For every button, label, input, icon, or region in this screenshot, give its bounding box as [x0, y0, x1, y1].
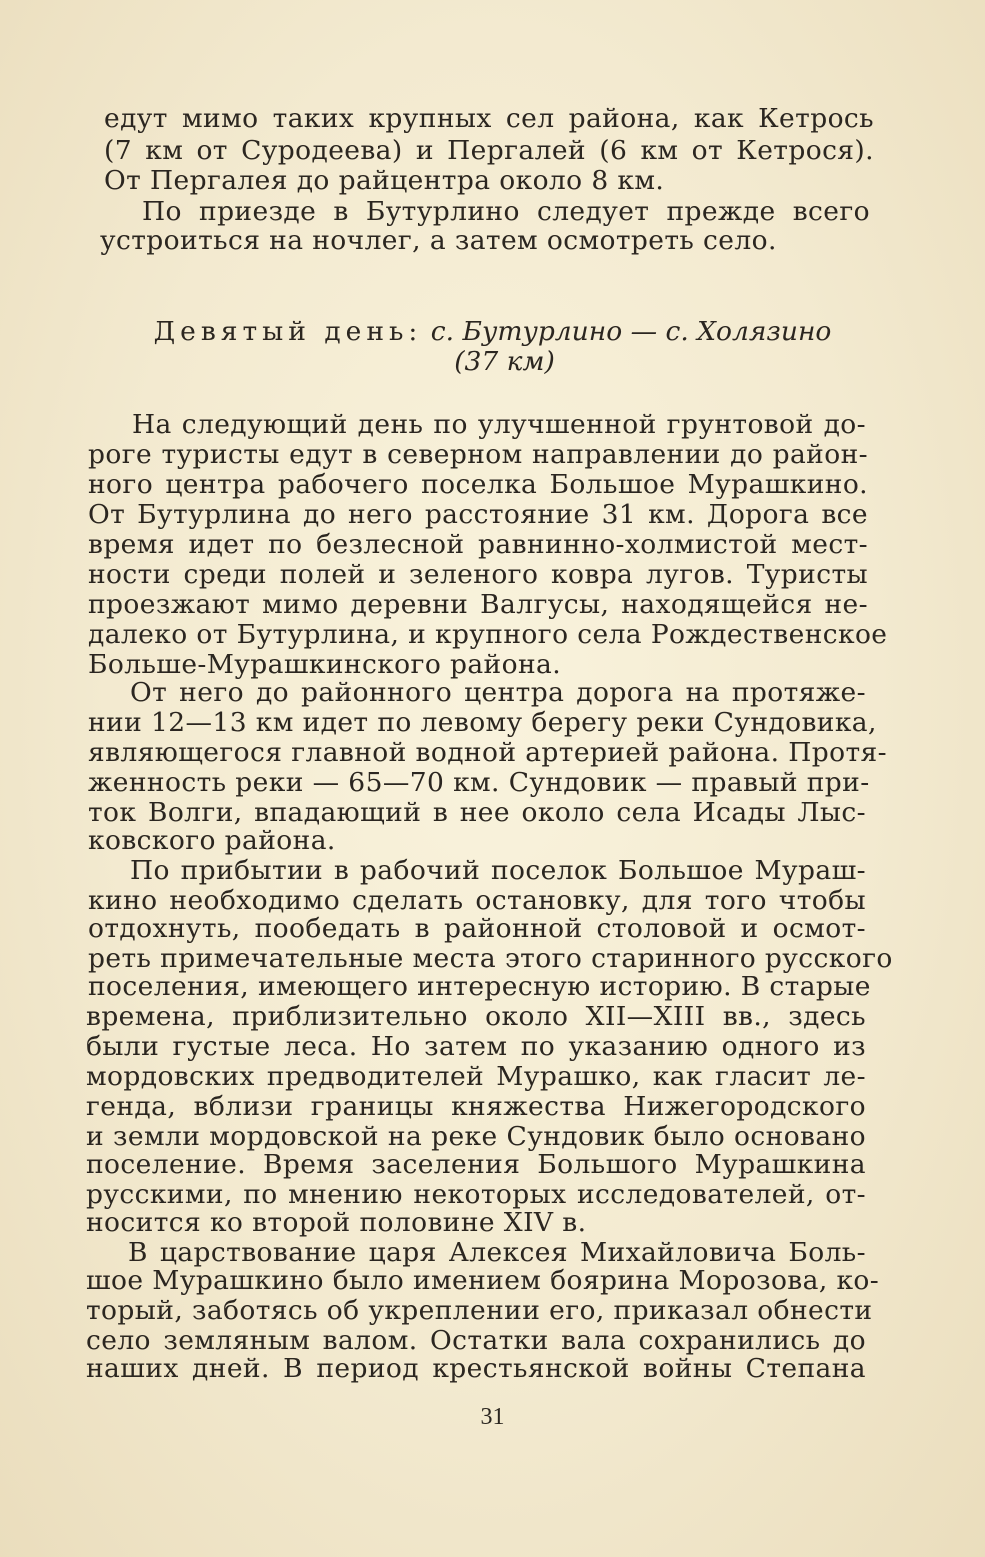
- body-line: женность реки — 65—70 км. Сундовик — правый при-: [88, 767, 870, 798]
- body-line: наших дней. В период крестьянской войны Степана: [86, 1353, 866, 1384]
- body-line: торый, заботясь об укреплении его, приказал обнести: [86, 1295, 873, 1326]
- body-line: ковского района.: [88, 825, 336, 856]
- body-line: были густые леса. Но затем по указанию одного из: [86, 1031, 866, 1062]
- body-line: село земляным валом. Остатки вала сохранились до: [86, 1325, 866, 1356]
- body-line: мордовских предводителей Мурашко, как гласит ле-: [86, 1061, 866, 1092]
- body-line: В царствование царя Алексея Михайловича Боль-: [128, 1237, 866, 1268]
- body-line: ток Волги, впадающий в нее около села Исады Лыс-: [88, 797, 866, 828]
- body-line: Больше-Мурашкинского района.: [88, 649, 562, 680]
- body-line: От него до районного центра дорога на протяже-: [130, 677, 866, 708]
- body-line: русскими, по мнению некоторых исследователей, от-: [86, 1179, 866, 1210]
- body-line: нии 12—13 км идет по левому берегу реки Сундовика,: [88, 707, 877, 738]
- body-line: реть примечательные места этого старинного русского: [88, 943, 893, 974]
- body-line: ности среди полей и зеленого ковра лугов. Туристы: [88, 559, 868, 590]
- body-line: время идет по безлесной равнинно-холмистой мест-: [88, 529, 868, 560]
- body-line: роге туристы едут в северном направлении до район-: [88, 439, 868, 470]
- body-line: являющегося главной водной артерией района. Протя-: [88, 737, 887, 768]
- body-line: и земли мордовской на реке Сундовик было основано: [86, 1121, 866, 1152]
- body-line: отдохнуть, пообедать в районной столовой и осмот-: [88, 913, 866, 944]
- body-line: шое Мурашкино было имением боярина Морозова, ко-: [86, 1265, 880, 1296]
- body-line: генда, вблизи границы княжества Нижегородского: [86, 1091, 866, 1122]
- intro-line: едут мимо таких крупных сел района, как Кетрось: [104, 103, 874, 134]
- body-line: времена, приблизительно около XII—XIII вв., здесь: [86, 1001, 866, 1032]
- heading-distance: (37 км): [454, 346, 555, 377]
- intro-line: (7 км от Суродеева) и Пергалей (6 км от Кетрося).: [104, 135, 874, 166]
- body-line: проезжают мимо деревни Валгусы, находящейся не-: [88, 589, 868, 620]
- body-line: На следующий день по улучшенной грунтовой до-: [132, 409, 866, 440]
- page-number: 31: [480, 1404, 505, 1430]
- body-line: кино необходимо сделать остановку, для того чтобы: [88, 885, 866, 916]
- intro-line: От Пергалея до райцентра около 8 км.: [104, 165, 665, 196]
- heading-label: Девятый день:: [153, 316, 423, 347]
- body-line: По прибытии в рабочий поселок Большое Мураш-: [130, 855, 866, 886]
- intro-line: устроиться на ночлег, а затем осмотреть село.: [100, 225, 777, 256]
- section-heading: [0, 316, 985, 347]
- body-line: носится ко второй половине XIV в.: [86, 1207, 587, 1238]
- body-line: поселение. Время заселения Большого Мурашкина: [86, 1149, 866, 1180]
- body-line: От Бутурлина до него расстояние 31 км. Дорога все: [88, 499, 868, 530]
- body-line: ного центра рабочего поселка Большое Мурашкино.: [88, 469, 868, 500]
- intro-line: По приезде в Бутурлино следует прежде всего: [142, 196, 870, 227]
- body-line: поселения, имеющего интересную историю. В старые: [88, 971, 871, 1002]
- heading-route: с. Бутурлино — с. Холязино: [430, 316, 832, 347]
- body-line: далеко от Бутурлина, и крупного села Рождественское: [88, 619, 888, 650]
